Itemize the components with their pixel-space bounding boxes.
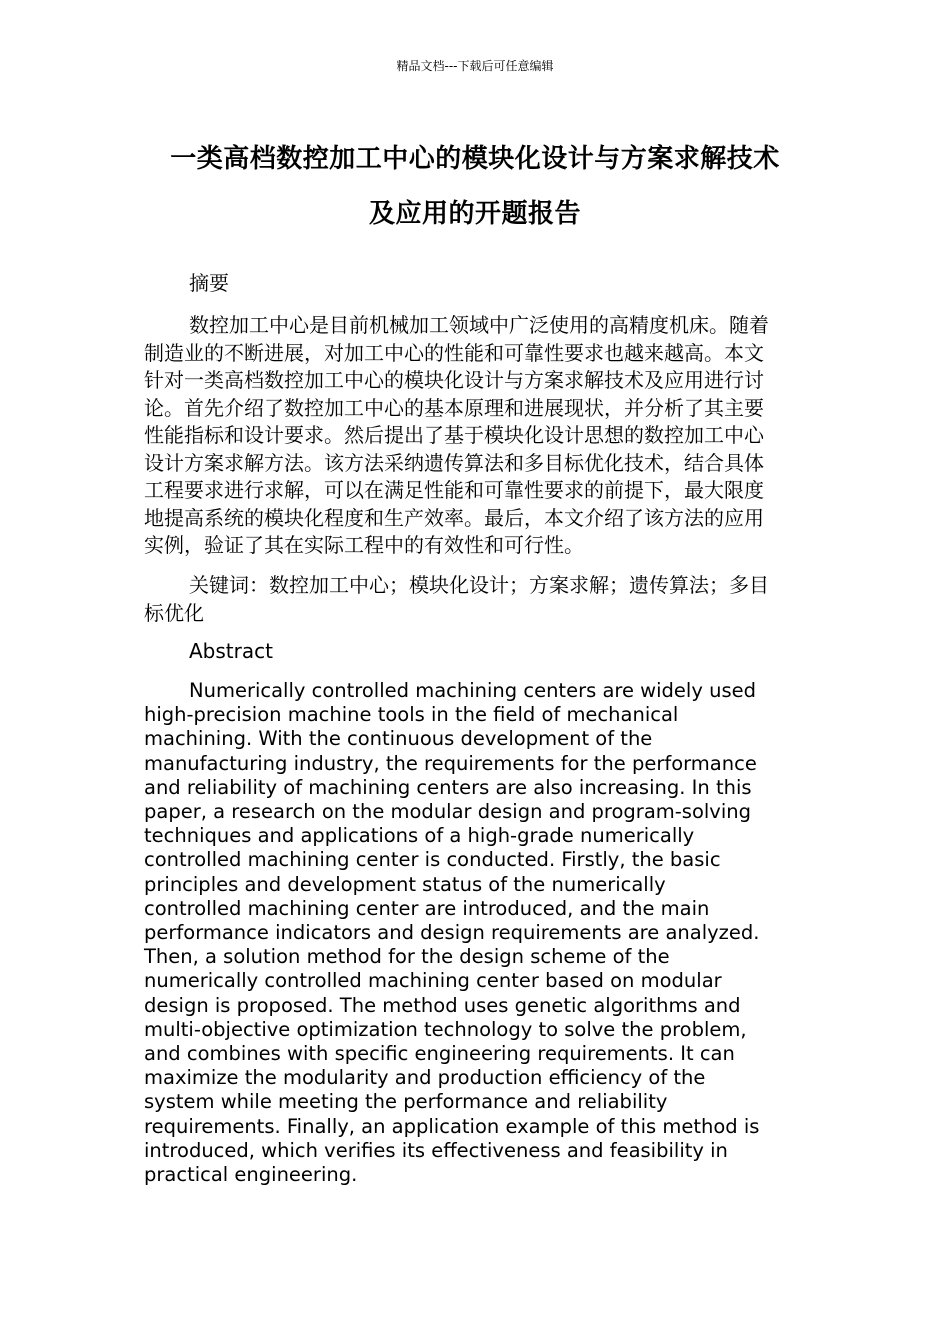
text-line: and combines with specific engineering requirements. It can bbox=[144, 1042, 735, 1066]
text-line: manufacturing industry, the requirements for the performance bbox=[144, 751, 757, 775]
text-line: 标优化 bbox=[144, 600, 204, 625]
text-line: and reliability of machining centers are also increasing. In this bbox=[144, 775, 752, 799]
text-line: 实例，验证了其在实际工程中的有效性和可行性。 bbox=[144, 533, 584, 557]
title-line-2: 及应用的开题报告 bbox=[368, 199, 581, 229]
text-line: high-precision machine tools in the field of mechanical bbox=[144, 703, 679, 727]
text-line: performance indicators and design requirements are analyzed. bbox=[144, 921, 760, 945]
text-line: numerically controlled machining center based on modular bbox=[144, 969, 722, 993]
text-line: 性能指标和设计要求。然后提出了基于模块化设计思想的数控加工中心 bbox=[144, 423, 764, 447]
text-line: 数控加工中心是目前机械加工领域中广泛使用的高精度机床。随着 bbox=[189, 313, 769, 337]
abstract-en-heading: Abstract bbox=[189, 639, 273, 663]
text-line: Then, a solution method for the design scheme of the bbox=[144, 945, 670, 969]
text-line: 关键词：数控加工中心；模块化设计；方案求解；遗传算法；多目 bbox=[189, 573, 769, 597]
page-header: 精品文档---下载后可任意编辑 bbox=[396, 59, 554, 73]
text-line: machining. With the continuous development of the bbox=[144, 727, 653, 751]
text-line: multi-objective optimization technology to solve the problem, bbox=[144, 1017, 747, 1041]
abstract-cn-body bbox=[144, 312, 814, 560]
text-line: practical engineering. bbox=[144, 1163, 358, 1187]
title-line-1: 一类高档数控加工中心的模块化设计与方案求解技术 bbox=[170, 144, 780, 174]
text-line: design is proposed. The method uses genetic algorithms and bbox=[144, 993, 741, 1017]
abstract-en-body bbox=[144, 679, 814, 1187]
text-line: system while meeting the performance and reliability bbox=[144, 1090, 668, 1114]
text-line: 论。首先介绍了数控加工中心的基本原理和进展现状，并分析了其主要 bbox=[144, 395, 764, 420]
text-line: controlled machining center are introduced, and the main bbox=[144, 896, 710, 920]
text-line: requirements. Finally, an application example of this method is bbox=[144, 1114, 760, 1138]
text-line: 制造业的不断进展，对加工中心的性能和可靠性要求也越来越高。本文 bbox=[144, 340, 764, 365]
text-line: introduced, which verifies its effectiveness and feasibility in bbox=[144, 1138, 728, 1162]
keywords bbox=[144, 572, 814, 627]
text-line: paper, a research on the modular design and program-solving bbox=[144, 800, 752, 824]
text-line: 针对一类高档数控加工中心的模块化设计与方案求解技术及应用进行讨 bbox=[144, 368, 764, 392]
text-line: principles and development status of the numerically bbox=[144, 872, 666, 896]
text-line: 设计方案求解方法。该方法采纳遗传算法和多目标优化技术，结合具体 bbox=[144, 450, 764, 475]
text-line: techniques and applications of a high-grade numerically bbox=[144, 824, 695, 848]
text-line: maximize the modularity and production efficiency of the bbox=[144, 1066, 706, 1090]
text-line: controlled machining center is conducted. Firstly, the basic bbox=[144, 848, 721, 872]
text-line: 工程要求进行求解，可以在满足性能和可靠性要求的前提下，最大限度 bbox=[144, 478, 764, 502]
abstract-cn-heading: 摘要 bbox=[189, 271, 229, 295]
text-line: Numerically controlled machining centers are widely used bbox=[189, 679, 756, 702]
text-line: 地提高系统的模块化程度和生产效率。最后，本文介绍了该方法的应用 bbox=[144, 505, 764, 530]
